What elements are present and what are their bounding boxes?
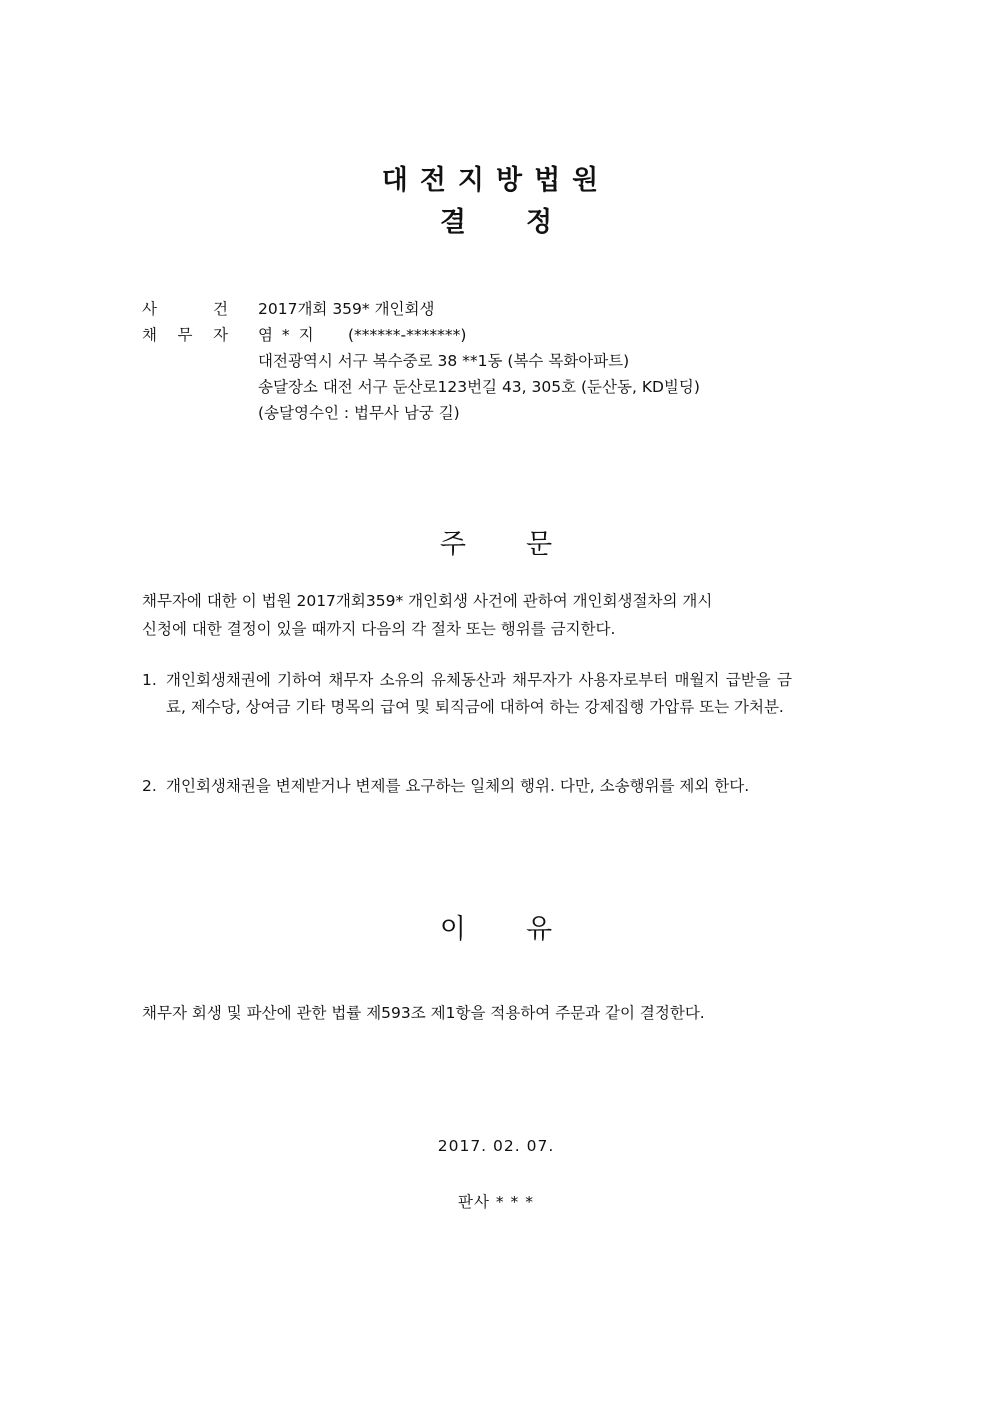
debtor-label-char: 채 <box>142 326 157 344</box>
case-number-row <box>142 296 700 322</box>
document-title: 결정 <box>439 207 613 238</box>
order-item-text: 개인회생채권에 기하여 채무자 소유의 유체동산과 채무자가 사용자로부터 매월지 급받을 금료, 제수당, 상여금 기타 명목의 급여 및 퇴직금에 대하여 하는 강제집행 가압류 또는 가처분. <box>166 671 792 716</box>
order-intro-line: 채무자에 대한 이 법원 2017개회359* 개인회생 사건에 관하여 개인회생절차의 개시 <box>142 592 713 610</box>
order-item-number: 2. <box>142 777 157 795</box>
order-item-text: 개인회생채권을 변제받거나 변제를 요구하는 일체의 행위. 다만, 소송행위를 제외 한다. <box>166 777 750 795</box>
debtor-label-char: 자 <box>213 326 228 344</box>
case-number-value: 2017개회 359* 개인회생 <box>258 300 435 318</box>
order-heading: 주문 <box>439 529 613 560</box>
debtor-row <box>142 322 700 348</box>
debtor-id: (******-*******) <box>348 326 467 344</box>
reason-text: 채무자 회생 및 파산에 관한 법률 제593조 제1항을 적용하여 주문과 같이 결정한다. <box>142 1004 705 1022</box>
decision-date: 2017. 02. 07. <box>437 1137 555 1155</box>
case-label-char: 사 <box>142 300 157 318</box>
case-label-char: 건 <box>213 300 228 318</box>
order-item-number: 1. <box>142 671 157 689</box>
order-item-2 <box>142 773 792 800</box>
case-info-block <box>142 296 700 426</box>
case-label <box>142 296 228 322</box>
debtor-label-char: 무 <box>177 326 193 344</box>
order-intro-line: 신청에 대한 결정이 있을 때까지 다음의 각 절차 또는 행위를 금지한다. <box>142 620 616 638</box>
debtor-name: 염 * 지 <box>258 326 316 344</box>
order-intro <box>142 587 792 643</box>
reason-heading: 이유 <box>439 914 613 945</box>
delivery-address: 송달장소 대전 서구 둔산로123번길 43, 305호 (둔산동, KD빌딩) <box>258 378 700 396</box>
order-item-1 <box>142 667 792 721</box>
judge-signature: 판사 * * * <box>458 1193 534 1211</box>
debtor-address: 대전광역시 서구 복수중로 38 **1동 (복수 목화아파트) <box>258 352 630 370</box>
delivery-recipient: (송달영수인 : 법무사 남궁 길) <box>258 404 460 422</box>
debtor-label <box>142 322 228 348</box>
court-name: 대전지방법원 <box>381 165 611 196</box>
